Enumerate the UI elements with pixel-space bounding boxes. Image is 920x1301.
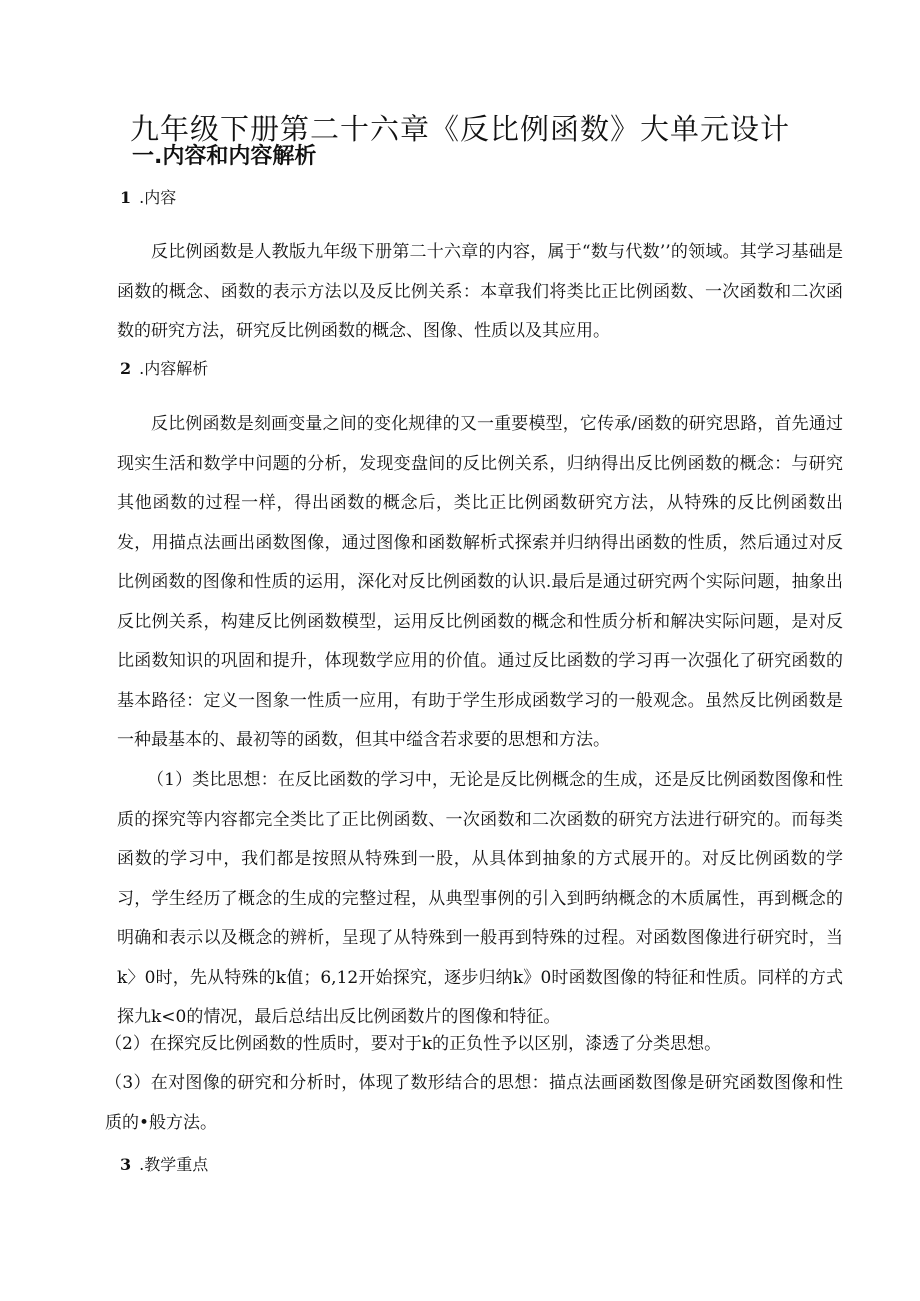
subsection-number: 1: [120, 188, 132, 207]
paragraph-analysis: 反比例函数是刻画变量之间的变化规律的又一重要模型，它传承/函数的研究思路，首先通过现实生活和数学中问题的分析，发现变盘间的反比例关系，归纳得出反比例函数的概念：与研究其他函数的过程一样，得出函数的概念后，类比正比例函数研究方法，从特殊的反比例函数出发，用描点法画出函数图像，通过图像和函数解析式探索并归纳得出函数的性质，然后通过对反比例函数的图像和性质的运用，深化对反比例函数的认识.最后是通过研究两个实际问题，抽象出反比例关系，构建反比例函数模型，运用反比例函数的概念和性质分析和解决实际问题，是对反比函数知识的巩固和提升，体现数学应用的价值。通过反比函数的学习再一次强化了研究函数的基本路径：定义一图象一性质一应用，有助于学生形成函数学习的一般观念。虽然反比例函数是一种最基本的、最初等的函数，但其中缢含若求要的思想和方法。: [117, 414, 843, 750]
paragraph-number-shape-thinking: （3）在对图像的研究和分析时，体现了数形结合的思想：描点法画函数图像是研究函数图像和性质的•般方法。: [105, 1073, 843, 1133]
paragraph-classification-thinking: （2）在探究反比例函数的性质时，要对于k的正负性予以区别，漆透了分类思想。: [105, 1034, 722, 1054]
subsection-heading-teaching-focus: [120, 1152, 208, 1175]
subsection-label: .教学重点: [139, 1155, 209, 1174]
subsection-number: 3: [120, 1155, 132, 1174]
subsection-label: .内容: [139, 188, 177, 207]
subsection-heading-content: [120, 185, 176, 208]
subsection-label: .内容解析: [139, 359, 209, 378]
paragraph-analogy-thinking: （1）类比思想：在反比函数的学习中，无论是反比例概念的生成，还是反比例函数图像和性质的探究等内容都完全类比了正比例函数、一次函数和二次函数的研究方法进行研究的。而每类函数的学习中，我们都是按照从特殊到一股，从具体到抽象的方式展开的。对反比例函数的学习，学生经历了概念的生成的完整过程，从典型事例的引入到眄纳概念的木质属性，再到概念的明确和表示以及概念的辨析，呈现了从特殊到一般再到特殊的过程。对函数图像进行研究时，当k〉0时，先从特殊的k值；6,12开始探究，逐步归纳k》0时函数图像的特征和性质。同样的方式探九k<0的情况，最后总结出反比例函数片的图像和特征。: [117, 770, 843, 1027]
section-heading-content-analysis: 一.内容和内容解析: [132, 144, 317, 169]
subsection-number: 2: [120, 359, 132, 378]
subsection-heading-content-analysis: [120, 356, 208, 379]
document-title: 九年级下册第二十六章《反比例函数》大单元设计: [129, 112, 790, 147]
paragraph-content: 反比例函数是人教版九年级下册第二十六章的内容，属于“数与代数’’的领域。其学习基础是函数的概念、函数的表示方法以及反比例关系：本章我们将类比正比例函数、一次函数和二次函数的研究方法，研究反比例函数的概念、图像、性质以及其应用。: [117, 242, 843, 341]
